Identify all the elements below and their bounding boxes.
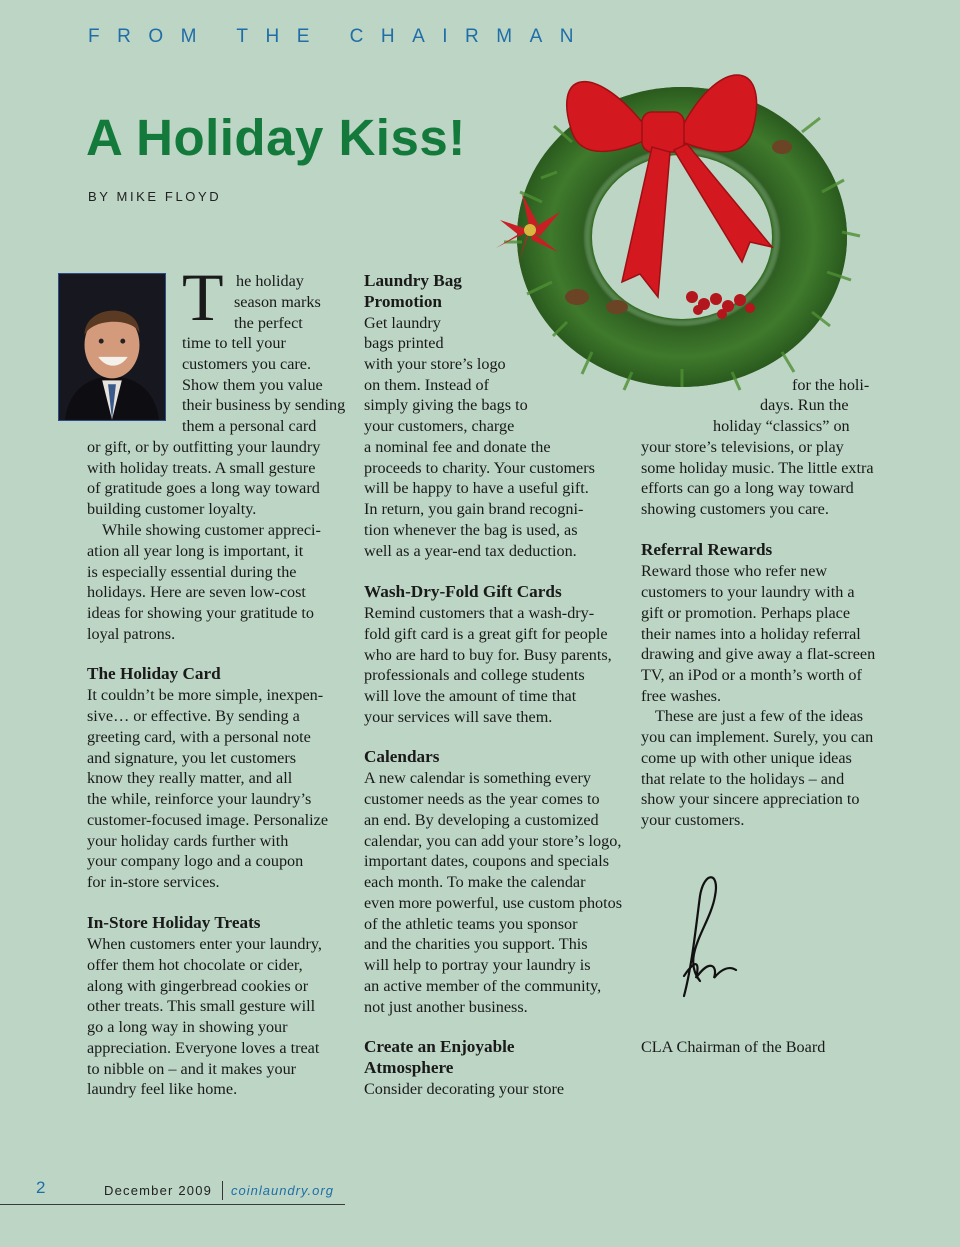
- body-text-line: will be happy to have a useful gift.: [364, 479, 589, 497]
- body-text-line: even more powerful, use custom photos: [364, 894, 623, 912]
- body-text-line: efforts can go a long way toward: [641, 479, 854, 497]
- body-text-line: customers to your laundry with a: [641, 583, 855, 601]
- body-text-line: season marks: [234, 293, 321, 311]
- body-text-line: building customer loyalty.: [87, 500, 257, 518]
- body-text-line: ation all year long is important, it: [87, 542, 304, 560]
- body-text-line: It couldn’t be more simple, inexpen-: [87, 686, 324, 704]
- footer-divider: [222, 1181, 223, 1200]
- body-text-line: your customers.: [641, 811, 745, 829]
- section-heading: Laundry Bag: [364, 271, 462, 290]
- body-text-line: CLA Chairman of the Board: [641, 1038, 826, 1056]
- body-text-line: of gratitude goes a long way toward: [87, 479, 320, 497]
- body-text-line: other treats. This small gesture will: [87, 997, 316, 1015]
- drop-cap: T: [182, 259, 224, 335]
- body-text-line: to nibble on – and it makes your: [87, 1060, 297, 1078]
- section-heading: The Holiday Card: [87, 664, 221, 683]
- body-text-line: is especially essential during the: [87, 563, 297, 581]
- body-text-line: fold gift card is a great gift for people: [364, 625, 608, 643]
- body-text-line: or gift, or by outfitting your laundry: [87, 438, 321, 456]
- section-heading: Atmosphere: [364, 1058, 454, 1077]
- section-heading: Wash-Dry-Fold Gift Cards: [364, 582, 562, 601]
- body-text-line: important dates, coupons and specials: [364, 852, 610, 870]
- body-text-line: each month. To make the calendar: [364, 873, 586, 891]
- body-text-line: you can implement. Surely, you can: [641, 728, 874, 746]
- body-text-line: well as a year-end tax deduction.: [364, 542, 577, 560]
- body-text-line: and signature, you let customers: [87, 749, 297, 767]
- body-text-line: time to tell your: [182, 334, 286, 352]
- body-text-line: your services will save them.: [364, 708, 553, 726]
- body-text-line: proceeds to charity. Your customers: [364, 459, 595, 477]
- body-text-line: your holiday cards further with: [87, 832, 289, 850]
- body-text-line: While showing customer appreci-: [102, 521, 321, 539]
- footer-date: December 2009: [104, 1183, 213, 1198]
- body-text-line: a nominal fee and donate the: [364, 438, 551, 456]
- body-text-line: simply giving the bags to: [364, 396, 528, 414]
- body-text-line: the perfect: [234, 314, 303, 332]
- body-text-line: free washes.: [641, 687, 721, 705]
- body-text-line: drawing and give away a flat-screen: [641, 645, 876, 663]
- body-text-line: A new calendar is something every: [364, 769, 592, 787]
- body-text-line: When customers enter your laundry,: [87, 935, 322, 953]
- body-text-line: will help to portray your laundry is: [364, 956, 591, 974]
- body-text-line: customers you care.: [182, 355, 312, 373]
- body-text-line: TV, an iPod or a month’s worth of: [641, 666, 862, 684]
- article-title: A Holiday Kiss!: [86, 109, 466, 166]
- footer-website: coinlaundry.org: [231, 1183, 334, 1198]
- body-text-line: customer-focused image. Personalize: [87, 811, 329, 829]
- body-text-line: an active member of the community,: [364, 977, 602, 995]
- body-text-line: will love the amount of time that: [364, 687, 577, 705]
- section-heading: Referral Rewards: [641, 540, 773, 559]
- body-text-line: your customers, charge: [364, 417, 515, 435]
- body-text-line: some holiday music. The little extra: [641, 459, 874, 477]
- body-text-line: days. Run the: [760, 396, 849, 414]
- body-text-line: sive… or effective. By sending a: [87, 707, 300, 725]
- body-text-line: who are hard to buy for. Busy parents,: [364, 646, 612, 664]
- body-text-line: he holiday: [236, 272, 304, 290]
- body-text-line: calendar, you can add your store’s logo,: [364, 832, 622, 850]
- body-text-line: their names into a holiday referral: [641, 625, 861, 643]
- body-text-line: Show them you value: [182, 376, 323, 394]
- body-text-line: an end. By developing a customized: [364, 811, 599, 829]
- body-text-line: that relate to the holidays – and: [641, 770, 845, 788]
- body-text-line: Reward those who refer new: [641, 562, 828, 580]
- body-text-line: show your sincere appreciation to: [641, 790, 860, 808]
- signature-image: [670, 866, 750, 1006]
- body-text-line: showing customers you care.: [641, 500, 829, 518]
- body-text-line: and the charities you support. This: [364, 935, 588, 953]
- body-text-line: on them. Instead of: [364, 376, 489, 394]
- body-text-line: with your store’s logo: [364, 355, 506, 373]
- body-text-line: greeting card, with a personal note: [87, 728, 311, 746]
- section-heading: Create an Enjoyable: [364, 1037, 515, 1056]
- body-text-line: know they really matter, and all: [87, 769, 293, 787]
- byline: BY MIKE FLOYD: [88, 189, 222, 204]
- section-heading: Promotion: [364, 292, 442, 311]
- author-photo: [58, 273, 166, 421]
- body-text-line: tion whenever the bag is used, as: [364, 521, 578, 539]
- body-text-line: holiday “classics” on: [713, 417, 850, 435]
- wreath-image: [482, 52, 882, 392]
- body-text-line: gift or promotion. Perhaps place: [641, 604, 851, 622]
- body-text-line: your store’s televisions, or play: [641, 438, 844, 456]
- body-text-line: with holiday treats. A small gesture: [87, 459, 316, 477]
- footer-rule: [0, 1204, 345, 1205]
- section-heading: In-Store Holiday Treats: [87, 913, 261, 932]
- body-text-line: for in-store services.: [87, 873, 220, 891]
- body-text-line: professionals and college students: [364, 666, 585, 684]
- body-text-line: bags printed: [364, 334, 444, 352]
- body-text-line: them a personal card: [182, 417, 317, 435]
- page-number: 2: [36, 1178, 46, 1197]
- body-text-line: their business by sending: [182, 396, 346, 414]
- body-text-line: along with gingerbread cookies or: [87, 977, 309, 995]
- body-text-line: come up with other unique ideas: [641, 749, 852, 767]
- body-text-line: offer them hot chocolate or cider,: [87, 956, 303, 974]
- section-heading: Calendars: [364, 747, 440, 766]
- section-kicker: FROM THE CHAIRMAN: [88, 26, 591, 47]
- body-text-line: the while, reinforce your laundry’s: [87, 790, 312, 808]
- body-text-line: go a long way in showing your: [87, 1018, 288, 1036]
- body-text-line: laundry feel like home.: [87, 1080, 238, 1098]
- body-text-line: of the athletic teams you sponsor: [364, 915, 578, 933]
- body-text-line: customer needs as the year comes to: [364, 790, 600, 808]
- body-text-line: holidays. Here are seven low-cost: [87, 583, 306, 601]
- body-text-line: Get laundry: [364, 314, 441, 332]
- body-text-line: appreciation. Everyone loves a treat: [87, 1039, 320, 1057]
- body-text-line: Remind customers that a wash-dry-: [364, 604, 595, 622]
- body-text-line: your company logo and a coupon: [87, 852, 304, 870]
- body-text-line: These are just a few of the ideas: [655, 707, 864, 725]
- body-text-line: for the holi-: [792, 376, 870, 394]
- body-text-line: loyal patrons.: [87, 625, 176, 643]
- body-text-line: Consider decorating your store: [364, 1080, 565, 1098]
- body-text-line: not just another business.: [364, 998, 528, 1016]
- body-text-line: In return, you gain brand recogni-: [364, 500, 584, 518]
- body-text-line: ideas for showing your gratitude to: [87, 604, 315, 622]
